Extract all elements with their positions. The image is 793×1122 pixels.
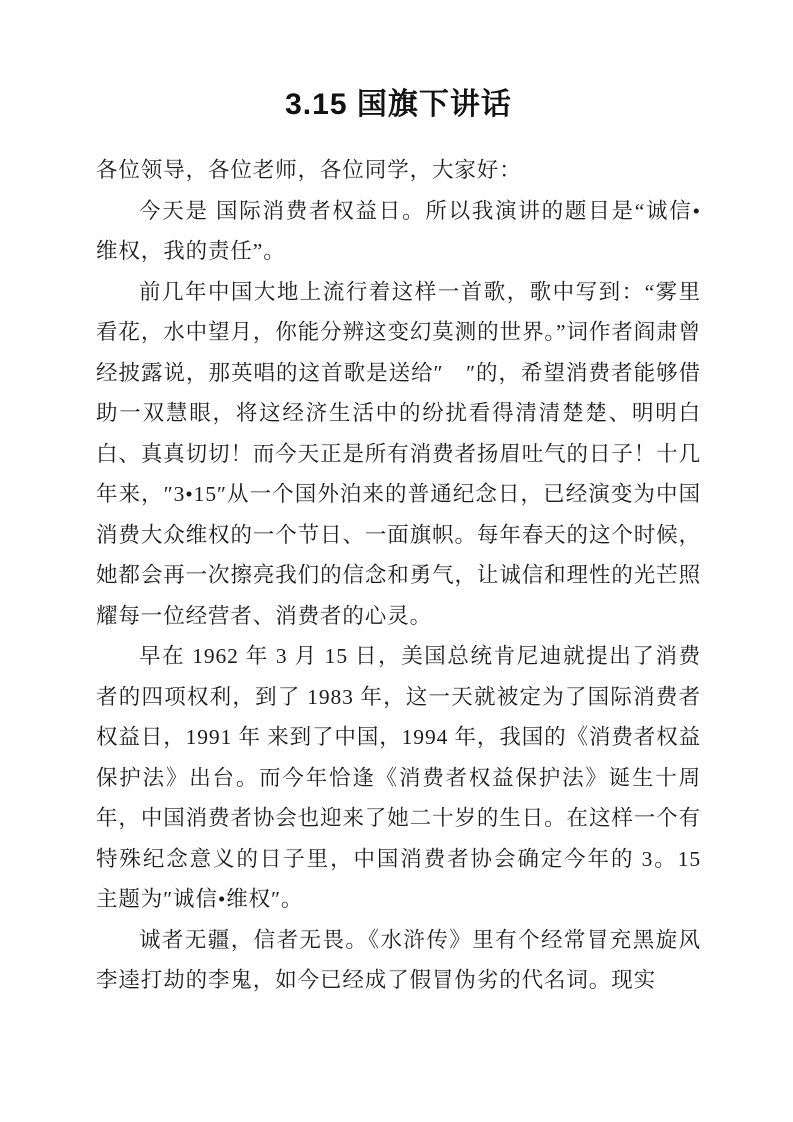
paragraph: 今天是 国际消费者权益日。所以我演讲的题目是“诚信•维权，我的责任”。 [96,198,701,263]
paragraph: 前几年中国大地上流行着这样一首歌，歌中写到：“雾里看花，水中望月，你能分辨这变幻莫测的世界。”词作者阎肃曾经披露说，那英唱的这首歌是送给″ ″的，希望消费者能够借助一双慧眼，将这经济生活中的纷扰看得清清楚楚、明明白白、真真切切！而今天正是所有消费者扬眉吐气的日子！十几年来，″3•15″从一个国外泊来的普通纪念日，已经演变为中国消费大众维权的一个节日、一面旗帜。每年春天的这个时候，她都会再一次擦亮我们的信念和勇气，让诚信和理性的光芒照耀每一位经营者、消费者的心灵。 [96,279,701,628]
document-title: 3.15 国旗下讲话 [285,88,512,121]
paragraph: 诚者无疆，信者无畏。《水浒传》里有个经常冒充黑旋风李逵打劫的李鬼，如今已经成了假冒伪劣的代名词。现实 [96,927,701,992]
document-body [96,150,701,1001]
paragraph: 各位领导，各位老师，各位同学，大家好： [96,158,522,182]
paragraph: 早在 1962 年 3 月 15 日，美国总统肯尼迪就提出了消费者的四项权利，到了 1983 年，这一天就被定为了国际消费者权益日，1991 年 来到了中国，1994 年，我国的《消费者权益保护法》出台。而今年恰逢《消费者权益保护法》诞生十周年，中国消费者协会也迎来了她二十岁的生日。在这样一个有特殊纪念意义的日子里，中国消费者协会确定今年的 3。15 主题为″诚信•维权″。 [96,644,701,911]
